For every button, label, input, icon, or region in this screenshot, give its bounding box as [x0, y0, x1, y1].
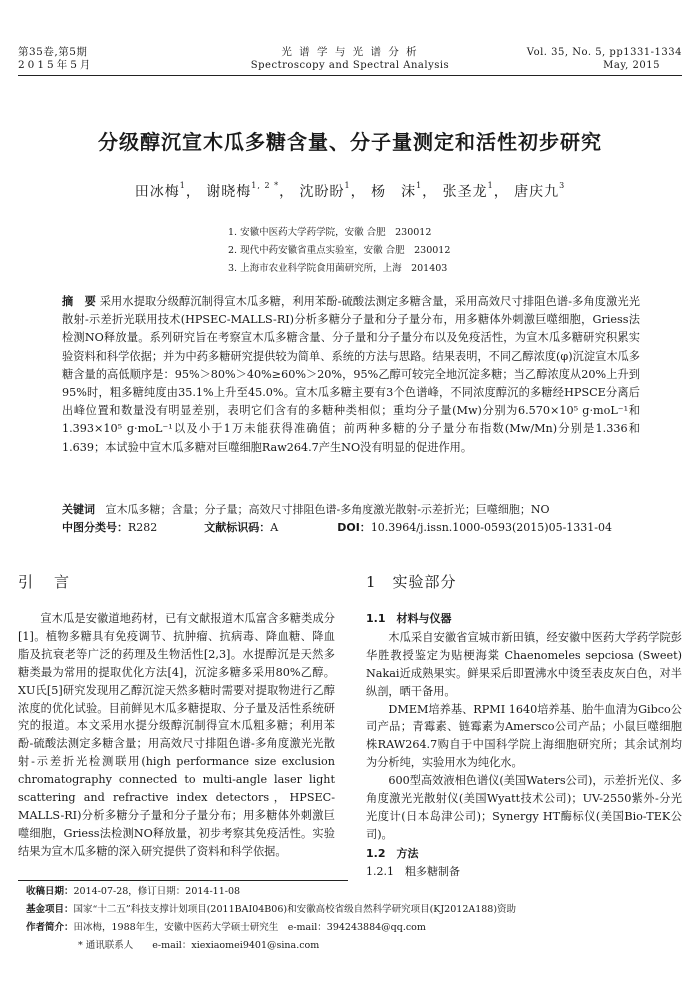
classification: 中图分类号：R282 文献标识码：A DOI：10.3964/j.issn.1000-0593(2015)05-1331-04 — [62, 521, 613, 534]
author: 田冰梅$^1$ — [134, 181, 186, 200]
affiliation: 3. 上海市农业科学院食用菌研究所，上海 201403 — [228, 263, 448, 274]
author: 杨 沫$^1$ — [371, 181, 423, 200]
experiment-paragraph: 木瓜采自安徽省宣城市新田镇，经安徽中医药大学药学院彭华胜教授鉴定为贴梗海棠 Chaenomeles sepciosa (Sweet) Nakai近成熟果实。鲜果采后即置沸水中烫至表皮灰白色，对半纵剖，晒干备用。 — [366, 630, 682, 698]
author: 张圣龙$^1$ — [442, 181, 494, 200]
header-date-cn: 2015年5月 — [18, 59, 94, 71]
intro-body — [18, 610, 335, 861]
footnote-author-bio: 作者简介：田冰梅，1988年生，安徽中医药大学硕士研究生 e-mail：394243884@qq.com — [26, 922, 426, 933]
author: 谢晓梅$^{1, 2 *}$ — [206, 181, 280, 200]
abstract-label: 摘 要 — [62, 295, 96, 308]
keywords — [62, 503, 642, 517]
section-heading-experiment: 1 实验部分 — [366, 573, 457, 591]
section-heading-intro: 引 言 — [18, 573, 73, 591]
author: 唐庆九$^3$ — [514, 181, 566, 200]
subsection-heading: 1.2 方法 — [366, 846, 419, 860]
keywords-text: 宣木瓜多糖；含量；分子量；高效尺寸排阻色谱-多角度激光散射-示差折光；巨噬细胞；NO — [105, 503, 550, 516]
header-volume-en: Vol. 35, No. 5, pp1331-1334 — [526, 47, 682, 58]
experiment-paragraph: DMEM培养基、RPMI 1640培养基、胎牛血清为Gibco公司产品；青霉素、链霉素为Amersco公司产品；小鼠巨噬细胞株RAW264.7购自于中国科学院上海细胞研究所；其余试剂均为分析纯，实验用水为纯化水。 — [366, 702, 682, 770]
abstract — [62, 293, 640, 457]
doc-code: A — [270, 521, 279, 534]
intro-paragraph: 宣木瓜是安徽道地药材，已有文献报道木瓜富含多糖类成分[1]。植物多糖具有免疫调节、抗肿瘤、抗病毒、降血糖、降血脂及抗衰老等广泛的药理及生物活性[2,3]。水提醇沉是天然多糖类最为常用的提取优化方法[4]，沉淀多糖多采用80%乙醇。XU氏[5]研究发现用乙醇沉淀天然多糖时需要对提取物进行乙醇浓度的优化试验。目前鲜见木瓜多糖提取、分子量及活性系统研究的报道。本文采用水提分级醇沉制得宣木瓜粗多糖；利用苯酚-硫酸法测定多糖含量；用高效尺寸排阻色谱-多角度激光光散射-示差折光检测联用(high performance size exclusion chromatography connected to multi-angle laser light scattering and refractive index detectors，HPSEC-MALLS-RI)分析多糖分子量和分子量分布；用多糖体外刺激巨噬细胞，Griess法检测NO释放量，初步考察其免疫活性。实验结果为宣木瓜多糖的深入研究提供了资料和科学依据。 — [18, 612, 335, 858]
footnote-rule — [18, 880, 348, 881]
footnote-received: 收稿日期：2014-07-28，修订日期：2014-11-08 — [26, 886, 241, 897]
affiliation: 2. 现代中药安徽省重点实验室，安徽 合肥 230012 — [228, 245, 451, 256]
keywords-label: 关键词 — [62, 503, 95, 516]
header-date-en: May, 2015 — [603, 60, 660, 71]
author: 沈盼盼$^1$ — [299, 181, 351, 200]
header-journal-en: Spectroscopy and Spectral Analysis — [250, 60, 450, 71]
header-rule — [18, 75, 682, 76]
header-issue-cn: 第35卷,第5期 — [18, 46, 88, 58]
experiment-body — [366, 610, 682, 881]
paper-title: 分级醇沉宣木瓜多糖含量、分子量测定和活性初步研究 — [98, 130, 602, 154]
affiliation: 1. 安徽中医药大学药学院，安徽 合肥 230012 — [228, 227, 432, 238]
header-journal-cn: 光 谱 学 与 光 谱 分 析 — [281, 46, 419, 58]
experiment-paragraph: 600型高效液相色谱仪(美国Waters公司)，示差折光仪、多角度激光光散射仪(美国Wyatt技术公司)；UV-2550紫外-分光光度计(日本岛津公司)；Synergy HT酶标仪(美国Bio-TEK公司)。 — [366, 774, 682, 841]
footnote-funding: 基金项目：国家“十二五”科技支撑计划项目(2011BAI04B06)和安徽高校省级自然科学研究项目(KJ2012A188)资助 — [26, 904, 517, 915]
doi: 10.3964/j.issn.1000-0593(2015)05-1331-04 — [370, 521, 613, 534]
subsection-heading: 1.1 材料与仪器 — [366, 612, 452, 625]
abstract-text: 采用水提取分级醇沉制得宣木瓜多糖，利用苯酚-硫酸法测定多糖含量，采用高效尺寸排阻色谱-多角度激光光散射-示差折光联用技术(HPSEC-MALLS-RI)分析多糖分子量和分子量分布，用多糖体外刺激巨噬细胞，Griess法检测NO释放量。系列研究旨在考察宣木瓜多糖含量、分子量和分子量分布以及免疫活性，为宣木瓜多糖研究积累实验资料和科学依据；并为中药多糖研究提供较为简单、系统的方法与思路。结果表明，不同乙醇浓度(φ)沉淀宣木瓜多糖含量的高低顺序是：95%＞80%＞40%≥60%＞20%，95%乙醇可较完全地沉淀多糖；当乙醇浓度从20%上升到95%时，粗多糖纯度由35.1%上升至45.0%。宣木瓜多糖主要有3个色谱峰，不同浓度醇沉的多糖经HPSCE分离后出峰位置和数量没有明显差别，表明它们含有的多糖种类相似；重均分子量(Mw)分别为6.570×10⁵ g·moL⁻¹和1.393×10⁵ g·moL⁻¹以及小于1万未能获得准确值；前两种多糖的分子量分布指数(Mw/Mn)分别是1.336和1.639；本试验中宣木瓜多糖对巨噬细胞Raw264.7产生NO没有明显的促进作用。 — [62, 295, 640, 454]
footnote-corresponding: * 通讯联系人 e-mail：xiexiaomei9401@sina.com — [78, 940, 320, 951]
author-list: 田冰梅$^1$， 谢晓梅$^{1, 2 *}$， 沈盼盼$^1$， 杨 沫$^1$， 张圣龙$^1$， 唐庆九$^3$ — [134, 181, 566, 200]
clc-code: R282 — [128, 521, 158, 534]
subsubsection-heading: 1.2.1 粗多糖制备 — [366, 864, 460, 878]
